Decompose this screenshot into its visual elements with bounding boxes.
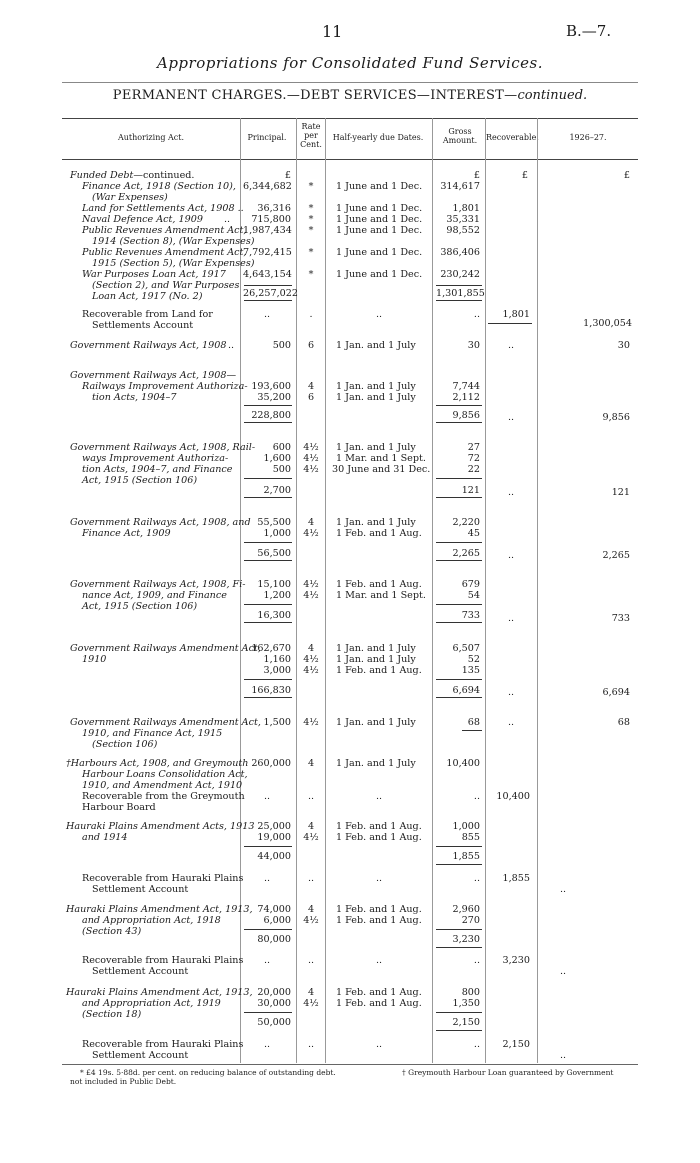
subtotal-rule (244, 929, 292, 930)
due-dates: 1 Feb. and 1 Aug. (336, 821, 422, 832)
gross-value: 35,331 (446, 214, 480, 225)
recoverable-label: Settlement Account (92, 884, 189, 895)
net-value: 30 (617, 340, 630, 351)
currency-symbol: £ (521, 170, 528, 181)
due-dates: 1 Feb. and 1 Aug. (336, 579, 422, 590)
act-name: 1915 (Section 5), (War Expenses) (92, 258, 255, 269)
subtotal-rule (244, 478, 292, 479)
act-name: and Appropriation Act, 1918 (82, 915, 221, 926)
subtotal-rule (436, 929, 482, 930)
leader-dots: .. (263, 1039, 271, 1050)
rate-value: * (308, 203, 314, 214)
gross-total: 9,856 (452, 410, 480, 421)
subtotal-rule (244, 497, 292, 498)
act-name: 1910, and Amendment Act, 1910 (82, 780, 243, 791)
principal-value: 7,792,415 (243, 247, 292, 258)
act-name: Land for Settlements Act, 1908 .. (82, 203, 244, 214)
leader-dots: .. (559, 884, 567, 895)
section-subtitle: PERMANENT CHARGES.—DEBT SERVICES—INTEREST—continued. (112, 88, 588, 103)
leader-dots: .. (507, 717, 515, 728)
leader-dots: .. (473, 955, 480, 966)
act-name: Government Railways Act, 1908, Fi- (70, 579, 246, 590)
principal-value: 6,000 (263, 915, 291, 926)
act-name: Government Railways Amendment Act, (70, 643, 261, 654)
subtotal-rule (436, 422, 482, 423)
gross-total: 2,265 (452, 548, 480, 559)
leader-dots: .. (473, 791, 480, 802)
principal-value: 715,800 (251, 214, 291, 225)
principal-value: 6,344,682 (243, 181, 292, 192)
subtotal-rule (244, 542, 292, 543)
leader-dots: .. (263, 791, 271, 802)
gross-value: 2,112 (452, 392, 480, 403)
act-name: (Section 106) (92, 739, 158, 750)
subtotal-rule (436, 947, 482, 948)
leader-dots: .. (559, 1050, 567, 1061)
principal-value: 3,000 (263, 665, 291, 676)
due-dates: 1 Jan. and 1 July (336, 517, 416, 528)
leader-dots: .. (375, 955, 383, 966)
act-name: Act, 1915 (Section 106) (82, 601, 198, 612)
gross-total: 121 (461, 485, 480, 496)
header-authorizing-act: Authorizing Act. (117, 133, 185, 142)
subtotal-rule (462, 730, 482, 731)
footnote-star-cont: not included in Public Debt. (70, 1077, 177, 1086)
document-reference: B.—7. (566, 22, 612, 40)
subtotal-rule (436, 405, 482, 406)
gross-value: 2,960 (452, 904, 480, 915)
column-divider (432, 118, 433, 1063)
gross-value: 1,000 (452, 821, 480, 832)
rate-value: 4 (307, 987, 315, 998)
principal-value: 35,200 (257, 392, 291, 403)
recoverable-value: 10,400 (496, 791, 530, 802)
subtotal-rule (244, 560, 292, 561)
gross-total: 1,855 (452, 851, 480, 862)
rate-value: 4½ (303, 590, 319, 601)
rate-value: 4 (307, 821, 315, 832)
principal-value: 1,000 (263, 528, 291, 539)
net-value: 9,856 (602, 412, 630, 423)
principal-total: 16,300 (257, 610, 291, 621)
principal-total: 44,000 (257, 851, 291, 862)
gross-value: 72 (467, 453, 480, 464)
gross-total: 2,150 (452, 1017, 480, 1028)
due-dates: 1 Feb. and 1 Aug. (336, 987, 422, 998)
due-dates: 1 Feb. and 1 Aug. (336, 904, 422, 915)
net-value: 1,300,054 (583, 318, 632, 329)
act-name: and Appropriation Act, 1919 (82, 998, 221, 1009)
subtotal-rule (436, 478, 482, 479)
principal-total: 50,000 (257, 1017, 291, 1028)
header-rate: Rate per Cent. (300, 122, 322, 149)
principal-value: 20,000 (257, 987, 291, 998)
due-dates: 1 Feb. and 1 Aug. (336, 665, 422, 676)
net-value: 68 (617, 717, 630, 728)
leader-dots: .. (375, 1039, 383, 1050)
due-dates: 1 Jan. and 1 July (336, 442, 416, 453)
rate-value: 4½ (303, 665, 319, 676)
act-name: and 1914 (82, 832, 128, 843)
subtotal-rule (436, 622, 482, 623)
act-name: Government Railways Act, 1908 (70, 340, 227, 351)
act-name: tion Acts, 1904–7 (92, 392, 177, 403)
leader-dots: .. (473, 873, 480, 884)
due-dates: 1 Jan. and 1 July (336, 717, 416, 728)
gross-value: 45 (467, 528, 480, 539)
act-name: †Harbours Act, 1908, and Greymouth (66, 758, 249, 769)
principal-value: 500 (272, 464, 291, 475)
principal-value: 1,200 (263, 590, 291, 601)
act-name: Public Revenues Amendment Act, (82, 247, 247, 258)
leader-dots: .. (507, 550, 515, 561)
due-dates: 1 June and 1 Dec. (336, 214, 423, 225)
act-name: Harbour Loans Consolidation Act, (82, 769, 248, 780)
subtotal-rule (436, 604, 482, 605)
recoverable-label: Recoverable from the Greymouth (82, 791, 245, 802)
principal-value: 55,500 (257, 517, 291, 528)
principal-value: 162,670 (251, 643, 291, 654)
principal-value: 4,643,154 (243, 269, 292, 280)
gross-value: 230,242 (440, 269, 480, 280)
principal-value: 30,000 (257, 998, 291, 1009)
principal-value: 1,500 (263, 717, 291, 728)
due-dates: 1 Jan. and 1 July (336, 392, 416, 403)
principal-value: 15,100 (257, 579, 291, 590)
act-name: Government Railways Act, 1908— (70, 370, 237, 381)
subtotal-rule (244, 422, 292, 423)
recoverable-label: Recoverable from Hauraki Plains (82, 955, 244, 966)
header-year: 1926–27. (569, 133, 607, 142)
subtotal-rule (244, 1012, 292, 1013)
act-name: Act, 1915 (Section 106) (82, 475, 198, 486)
subtotal-rule (436, 1030, 482, 1031)
due-dates: 1 June and 1 Dec. (336, 181, 423, 192)
gross-value: 54 (467, 590, 480, 601)
due-dates: 1 Jan. and 1 July (336, 381, 416, 392)
gross-value: 52 (467, 654, 480, 665)
act-name: War Purposes Loan Act, 1917 (82, 269, 226, 280)
gross-value: 855 (461, 832, 480, 843)
leader-dots: .. (263, 955, 271, 966)
recoverable-label: Settlements Account (92, 320, 194, 331)
leader-dots: .. (507, 340, 515, 351)
leader-dots: .. (224, 214, 231, 225)
subtotal-rule (244, 285, 292, 286)
rate-value: 4 (307, 517, 315, 528)
principal-value: 193,600 (251, 381, 291, 392)
subtotal-rule (244, 697, 292, 698)
currency-symbol: £ (284, 170, 291, 181)
act-name: (Section 2), and War Purposes (92, 280, 240, 291)
subtotal-rule (436, 542, 482, 543)
rate-value: * (308, 214, 314, 225)
act-name: Finance Act, 1918 (Section 10), (82, 181, 236, 192)
leader-dots: .. (307, 873, 315, 884)
leader-dots: .. (473, 309, 480, 320)
column-divider (537, 118, 538, 1063)
header-due-dates: Half-yearly due Dates. (332, 133, 424, 142)
due-dates: 1 Mar. and 1 Sept. (336, 590, 426, 601)
leader-dots: .. (507, 613, 515, 624)
principal-total: 56,500 (257, 548, 291, 559)
gross-value: 30 (467, 340, 480, 351)
due-dates: 1 Feb. and 1 Aug. (336, 998, 422, 1009)
rate-value: 4 (307, 758, 315, 769)
footnote-star: * £4 19s. 5·88d. per cent. on reducing balance of outstanding debt. (80, 1068, 336, 1077)
recoverable-label: Recoverable from Hauraki Plains (82, 873, 244, 884)
act-name: (Section 43) (82, 926, 142, 937)
principal-value: 25,000 (257, 821, 291, 832)
leader-dots: .. (228, 340, 235, 351)
due-dates: 1 Feb. and 1 Aug. (336, 915, 422, 926)
rate-value: * (308, 225, 314, 236)
footnote-dagger: † Greymouth Harbour Loan guaranteed by Government (402, 1068, 614, 1077)
leader-dots: .. (507, 412, 515, 423)
due-dates: 1 Jan. and 1 July (336, 643, 416, 654)
act-name: Hauraki Plains Amendment Act, 1913, (66, 987, 253, 998)
recoverable-label: Harbour Board (82, 802, 156, 813)
subtotal-rule (436, 497, 482, 498)
rate-value: 6 (307, 392, 315, 403)
rate-value: 4½ (303, 464, 319, 475)
act-name: nance Act, 1909, and Finance (82, 590, 227, 601)
due-dates: 30 June and 31 Dec. (332, 464, 431, 475)
rate-value: * (308, 247, 314, 258)
principal-total: 2,700 (263, 485, 291, 496)
act-name: ways Improvement Authoriza- (82, 453, 229, 464)
act-name: Loan Act, 1917 (No. 2) (92, 291, 203, 302)
rate-value: 4½ (303, 453, 319, 464)
leader-dots: .. (263, 309, 271, 320)
rate-value: 4½ (303, 998, 319, 1009)
act-name: Public Revenues Amendment Act, (82, 225, 247, 236)
gross-value: 27 (467, 442, 480, 453)
act-name: 1910 (82, 654, 107, 665)
net-value: 2,265 (602, 550, 630, 561)
act-name: tion Acts, 1904–7, and Finance (82, 464, 233, 475)
act-name: Finance Act, 1909 (82, 528, 171, 539)
gross-value: 22 (467, 464, 480, 475)
subtotal-rule (436, 300, 482, 301)
net-value: 6,694 (602, 687, 630, 698)
column-divider (296, 118, 297, 1063)
principal-value: 260,000 (251, 758, 291, 769)
currency-symbol: £ (473, 170, 480, 181)
rate-value: 4 (307, 643, 315, 654)
act-name: (War Expenses) (92, 192, 168, 203)
gross-value: 800 (461, 987, 480, 998)
title-rule (62, 82, 638, 83)
leader-dots: .. (375, 791, 383, 802)
subtotal-rule (436, 560, 482, 561)
column-divider (485, 118, 486, 1063)
leader-dots: .. (307, 1039, 315, 1050)
act-name: Government Railways Act, 1908, and (70, 517, 251, 528)
leader-dots: .. (507, 687, 515, 698)
rate-value: 4 (307, 381, 315, 392)
act-name: 1914 (Section 8), (War Expenses) (92, 236, 255, 247)
principal-value: 1,987,434 (243, 225, 292, 236)
due-dates: 1 June and 1 Dec. (336, 225, 423, 236)
principal-value: 36,316 (257, 203, 291, 214)
subtotal-rule (244, 622, 292, 623)
rate-value: 4½ (303, 528, 319, 539)
rate-value: 4½ (303, 832, 319, 843)
act-name: 1910, and Finance Act, 1915 (82, 728, 223, 739)
act-name: Government Railways Amendment Act, (70, 717, 261, 728)
act-name: Hauraki Plains Amendment Acts, 1913 (66, 821, 255, 832)
principal-value: 600 (272, 442, 291, 453)
recoverable-value: 2,150 (502, 1039, 530, 1050)
gross-value: 1,801 (452, 203, 480, 214)
due-dates: 1 June and 1 Dec. (336, 247, 423, 258)
principal-value: 1,160 (263, 654, 291, 665)
act-name: Hauraki Plains Amendment Act, 1913, (66, 904, 253, 915)
leader-dots: .. (375, 309, 383, 320)
recoverable-label: Recoverable from Hauraki Plains (82, 1039, 244, 1050)
recoverable-value: 3,230 (502, 955, 530, 966)
subtotal-rule (244, 846, 292, 847)
subtotal-rule (436, 1012, 482, 1013)
principal-value: 74,000 (257, 904, 291, 915)
gross-value: 679 (461, 579, 480, 590)
recoverable-label: Settlement Account (92, 966, 189, 977)
gross-value: 386,406 (440, 247, 480, 258)
gross-value: 314,617 (440, 181, 480, 192)
due-dates: 1 Jan. and 1 July (336, 654, 416, 665)
subtotal-rule (244, 405, 292, 406)
rate-value: 6 (307, 340, 315, 351)
act-name: Naval Defence Act, 1909 (82, 214, 203, 225)
subtotal-rule (436, 285, 482, 286)
principal-value: 500 (272, 340, 291, 351)
principal-total: 228,800 (251, 410, 291, 421)
recoverable-value: 1,801 (502, 309, 530, 320)
gross-value: 135 (461, 665, 480, 676)
net-value: 733 (611, 613, 630, 624)
currency-symbol: £ (623, 170, 630, 181)
leader-dots: .. (263, 873, 271, 884)
act-name: Railways Improvement Authoriza- (82, 381, 248, 392)
principal-total: 80,000 (257, 934, 291, 945)
rate-value: 4½ (303, 654, 319, 665)
rate-value: 4½ (303, 717, 319, 728)
column-divider (325, 118, 326, 1063)
subtotal-rule (244, 300, 292, 301)
gross-total: 1,301,855 (436, 288, 485, 299)
rate-value: * (308, 269, 314, 280)
subtotal-rule (244, 604, 292, 605)
recoverable-label: Settlement Account (92, 1050, 189, 1061)
leader-dots: .. (559, 966, 567, 977)
subtotal-rule (436, 697, 482, 698)
due-dates: 1 June and 1 Dec. (336, 203, 423, 214)
net-value: 121 (611, 487, 630, 498)
gross-value: 2,220 (452, 517, 480, 528)
due-dates: 1 Feb. and 1 Aug. (336, 528, 422, 539)
rate-value: * (308, 181, 314, 192)
rate-value: 4½ (303, 579, 319, 590)
rate-value: 4½ (303, 442, 319, 453)
principal-total: 26,257,022 (243, 288, 298, 299)
gross-total: 6,694 (452, 685, 480, 696)
gross-value: 10,400 (446, 758, 480, 769)
header-principal: Principal. (247, 133, 287, 142)
gross-value: 7,744 (452, 381, 480, 392)
principal-total: 166,830 (251, 685, 291, 696)
principal-value: 1,600 (263, 453, 291, 464)
funded-debt-heading: Funded Debt—continued. (70, 170, 195, 181)
due-dates: 1 Mar. and 1 Sept. (336, 453, 426, 464)
gross-total: 3,230 (452, 934, 480, 945)
gross-value: 68 (467, 717, 480, 728)
rate-value: 4½ (303, 915, 319, 926)
subtotal-rule (436, 679, 482, 680)
due-dates: 1 Jan. and 1 July (336, 340, 416, 351)
header-gross: Gross Amount. (442, 127, 478, 145)
subtotal-rule (436, 864, 482, 865)
gross-value: 6,507 (452, 643, 480, 654)
due-dates: 1 Jan. and 1 July (336, 758, 416, 769)
leader-dots: .. (375, 873, 383, 884)
rate-value: 4 (307, 904, 315, 915)
page-number: 11 (322, 22, 343, 41)
gross-value: 1,350 (452, 998, 480, 1009)
leader-dots: . (309, 309, 313, 320)
recoverable-label: Recoverable from Land for (82, 309, 213, 320)
act-name: (Section 18) (82, 1009, 142, 1020)
due-dates: 1 June and 1 Dec. (336, 269, 423, 280)
footer-rule (62, 1064, 638, 1065)
leader-dots: .. (307, 955, 315, 966)
header-recoverable: Recoverable. (486, 133, 539, 142)
recoverable-value: 1,855 (502, 873, 530, 884)
subtotal-rule (244, 679, 292, 680)
leader-dots: .. (473, 1039, 480, 1050)
subtotal-rule (436, 846, 482, 847)
act-name: Government Railways Act, 1908, Rail- (70, 442, 256, 453)
leader-dots: .. (507, 487, 515, 498)
due-dates: 1 Feb. and 1 Aug. (336, 832, 422, 843)
subtotal-rule (488, 323, 532, 324)
page-title: Appropriations for Consolidated Fund Services. (156, 54, 543, 72)
leader-dots: .. (307, 791, 315, 802)
gross-total: 733 (461, 610, 480, 621)
gross-value: 270 (461, 915, 480, 926)
principal-value: 19,000 (257, 832, 291, 843)
gross-value: 98,552 (446, 225, 480, 236)
